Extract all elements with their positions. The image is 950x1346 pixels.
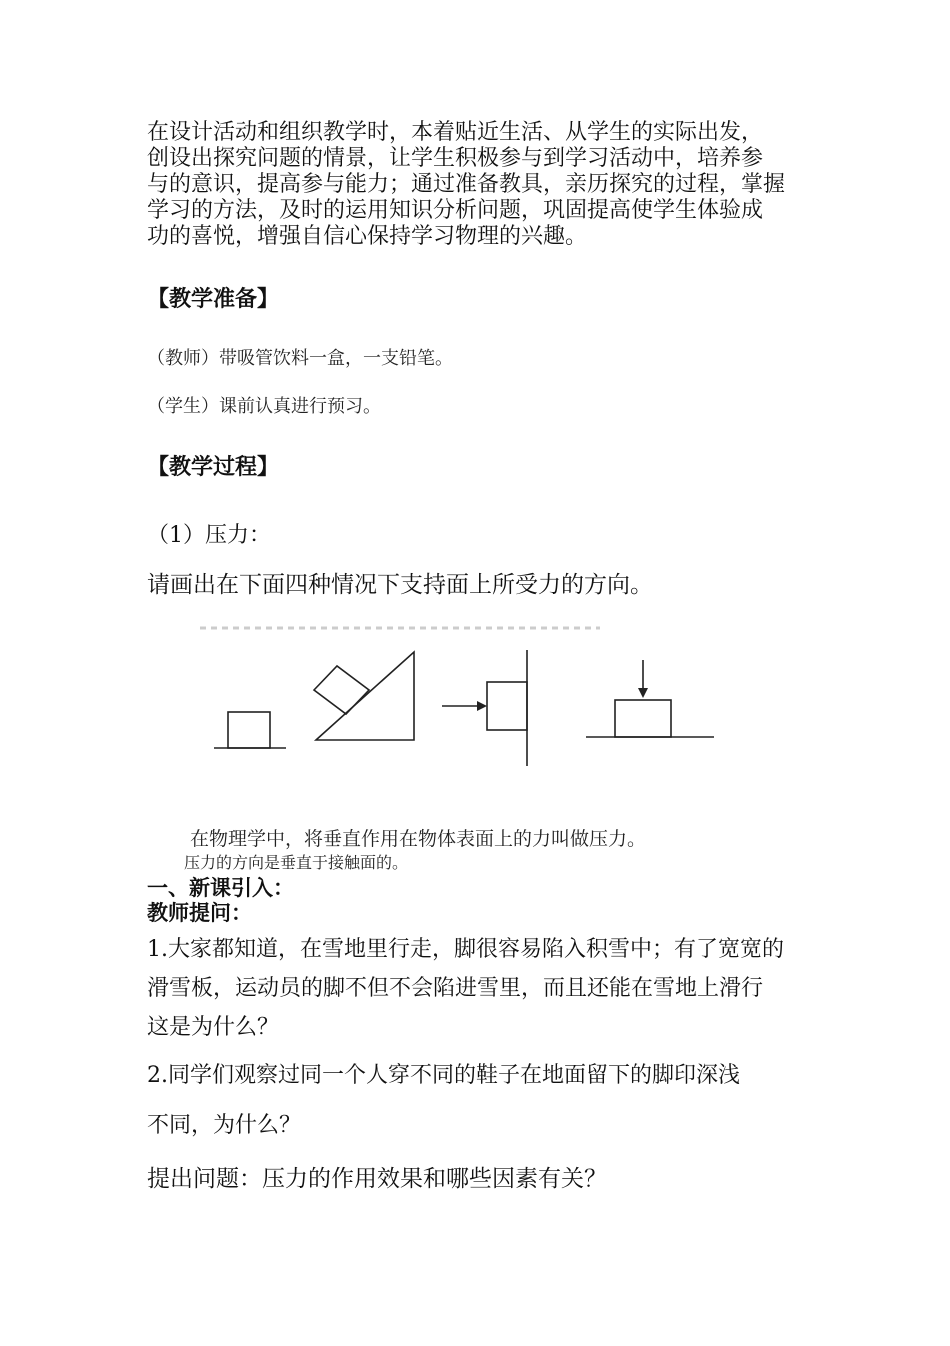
- intro-line: 创设出探究问题的情景，让学生积极参与到学习活动中，培养参: [147, 146, 764, 171]
- posed-question: 提出问题：压力的作用效果和哪些因素有关？: [147, 1166, 607, 1192]
- box-pressed-down: [586, 660, 714, 737]
- prep-teacher: （教师）带吸管饮料一盒，一支铅笔。: [147, 348, 453, 369]
- figure-caption-2: 压力的方向是垂直于接触面的。: [184, 853, 409, 872]
- force-diagram: [190, 620, 750, 780]
- section-heading: 一、新课引入：: [147, 875, 294, 900]
- figure-caption-1: 在物理学中，将垂直作用在物体表面上的力叫做压力。: [190, 828, 647, 850]
- question-1-line-2: 滑雪板，运动员的脚不但不会陷进雪里，而且还能在雪地上滑行: [147, 976, 764, 1001]
- question-1-line-3: 这是为什么？: [147, 1015, 280, 1040]
- prep-student: （学生）课前认真进行预习。: [147, 396, 381, 417]
- intro-line: 功的喜悦，增强自信心保持学习物理的兴趣。: [147, 224, 588, 249]
- prep-heading: 【教学准备】: [147, 287, 280, 312]
- process-heading: 【教学过程】: [147, 455, 280, 480]
- process-instruction: 请画出在下面四种情况下支持面上所受力的方向。: [147, 572, 653, 598]
- question-2-line-1: 2.同学们观察过同一个人穿不同的鞋子在地面留下的脚印深浅: [147, 1063, 740, 1088]
- box-pushed-against-wall: [442, 650, 527, 766]
- intro-line: 与的意识，提高参与能力；通过准备教具，亲历探究的过程，掌握: [147, 172, 786, 197]
- teacher-ask: 教师提问：: [147, 900, 252, 925]
- box-on-floor: [214, 712, 286, 748]
- process-item-1: （1）压力：: [147, 523, 271, 548]
- question-2-line-2: 不同，为什么？: [147, 1113, 302, 1138]
- question-1-line-1: 1.大家都知道，在雪地里行走，脚很容易陷入积雪中；有了宽宽的: [147, 937, 784, 962]
- box-on-incline: [314, 652, 414, 740]
- intro-line: 学习的方法，及时的运用知识分析问题，巩固提高使学生体验成: [147, 198, 764, 223]
- intro-line: 在设计活动和组织教学时，本着贴近生活、从学生的实际出发，: [147, 120, 764, 145]
- intro-paragraph: [147, 120, 785, 250]
